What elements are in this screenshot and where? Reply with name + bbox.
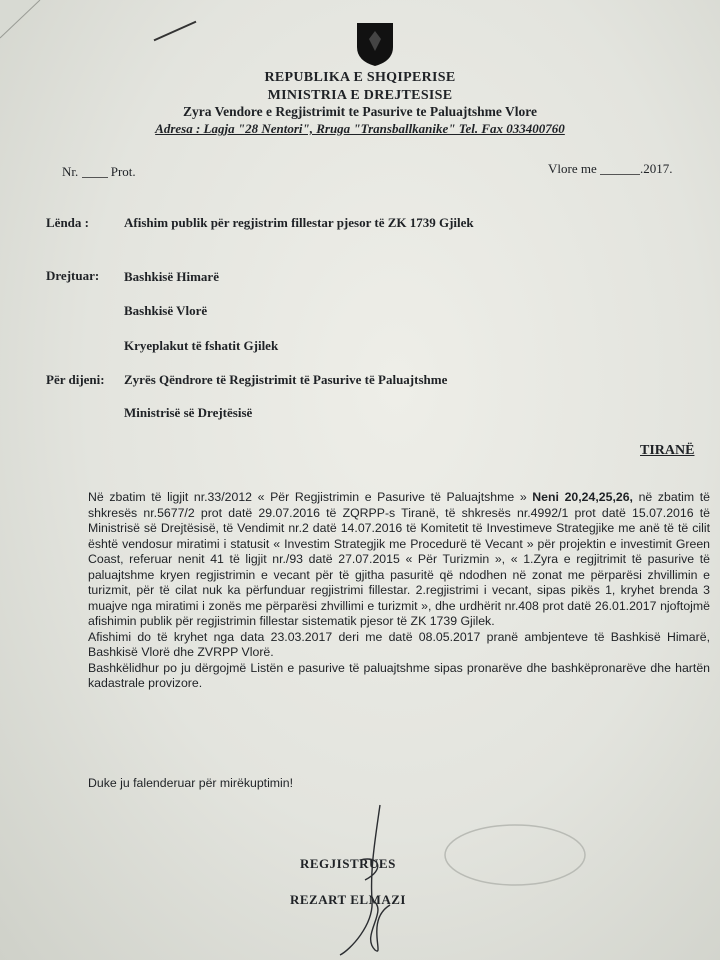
- nr-label: Nr.: [62, 164, 79, 179]
- body-paragraph-3: Bashkëlidhur po ju dërgojmë Listën e pasurive të paluajtshme sipas pronarëve dhe bashkëpronarëve dhe hartën kadastrale provizore.: [88, 660, 710, 690]
- body-paragraph-1: Në zbatim të ligjit nr.33/2012 « Për Regjistrimin e Pasurive të Paluajtshme » Neni 20,24,25,26, në zbatim të shkresës nr.5677/2 prot datë 29.07.2016 të ZQRPP-s Tiranë, të shkresës nr.4992/1 prot datë 15.07.2016 të Ministrisë së Drejtësisë, të Vendimit nr.2 datë 14.07.2016 të Komitetit të Investimeve Strategjike me anë të të cilit është vendosur miratimi i statusit « Investim Strategjik me Procedurë të Vecant » për projektin e investimit Green Coast, referuar nenit 41 të ligjit nr./93 datë 27.07.2015 « Për Turizmin », « 1.Zyra e regjitrimit të pasurive të paluajtshme kryen regjistrimin e vecant për të gjitha pasuritë që ndodhen në zonat me përparësi zhvillimin e turizmit, për të cilat nuk ka përfunduar regjistrimi fillestar. 2.regjistrimi i vecant, sipas pikës 1, kryhet brenda 3 muajve nga miratimi i zonës me përparësi zhvillimi e turizmit », dhe urdhërit nr.408 prot datë 26.01.2017 njoftojmë afishimin publik për regjistrimin fillestar sistematik pjesor të ZK 1739 Gjilek.: [88, 490, 710, 628]
- date-year: .2017.: [639, 161, 673, 176]
- republic-title: REPUBLIKA E SHQIPERISE: [264, 70, 456, 85]
- office-title: Zyra Vendore e Regjistrimit te Pasurive te Paluajtshme Vlore: [183, 104, 537, 119]
- faint-stamp: [440, 820, 590, 890]
- handwritten-signature: [320, 800, 430, 960]
- signatory-name: REZART ELMAZI: [290, 892, 406, 907]
- addressee-vlore: Bashkisë Vlorë: [124, 303, 208, 318]
- closing-line: Duke ju falenderuar për mirëkuptimin!: [88, 776, 294, 790]
- handwritten-date: [600, 161, 640, 175]
- place-date-label: Vlore me: [548, 161, 597, 176]
- place-date: [548, 159, 672, 177]
- letter-body: [88, 490, 710, 692]
- pen-mark: [154, 21, 197, 42]
- folded-corner: [0, 0, 60, 60]
- addressee-gjilek: Kryeplakut të fshatit Gjilek: [124, 338, 279, 353]
- signatory-role: REGJISTRUES: [300, 856, 396, 871]
- handwritten-number: [82, 164, 108, 178]
- cc-ministry: Ministrisë së Drejtësisë: [124, 405, 253, 420]
- cc-zqrpp: Zyrës Qëndrore të Regjistrimit të Pasurive të Paluajtshme: [124, 372, 448, 387]
- city-heading: TIRANË: [640, 443, 695, 458]
- subject-label: Lënda :: [46, 215, 89, 230]
- addressee-himare: Bashkisë Himarë: [124, 269, 219, 284]
- subject-text: Afishim publik për regjistrim fillestar pjesor të ZK 1739 Gjilek: [124, 215, 474, 230]
- prot-label: Prot.: [110, 164, 136, 179]
- coat-of-arms-emblem: [355, 19, 395, 67]
- ministry-title: MINISTRIA E DREJTESISE: [267, 88, 453, 103]
- addressed-label: Drejtuar:: [46, 268, 100, 283]
- cc-label: Për dijeni:: [46, 372, 105, 387]
- reference-number: [62, 162, 136, 180]
- office-address: Adresa : Lagja "28 Nentori", Rruga "Transballkanike" Tel. Fax 033400760: [155, 121, 565, 136]
- body-paragraph-2: Afishimi do të kryhet nga data 23.03.2017 deri me datë 08.05.2017 pranë ambjenteve të Bashkisë Himarë, Bashkisë Vlorë dhe ZVRPP Vlorë.: [88, 629, 710, 659]
